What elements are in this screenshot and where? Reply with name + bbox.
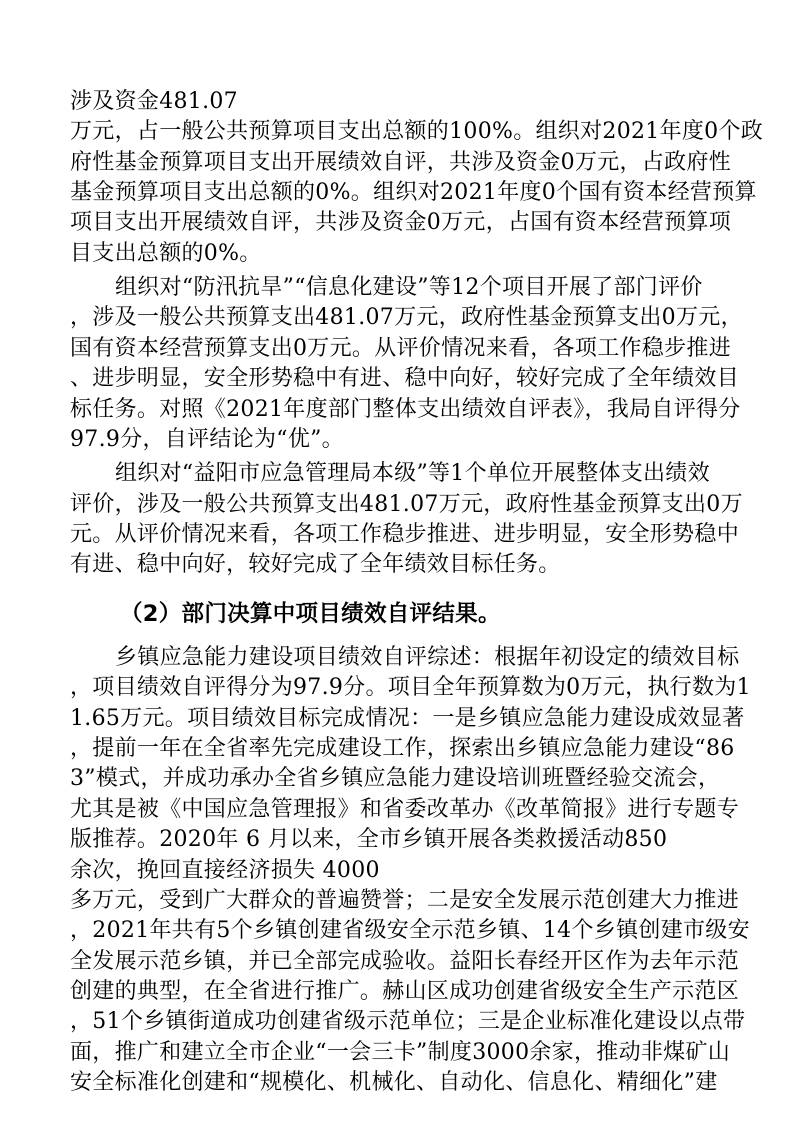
text-line: 版推荐。2020年 6 月以来，全市乡镇开展各类救援活动850 bbox=[70, 827, 668, 852]
text-line: ，项目绩效自评得分为97.9分。项目全年预算数为0万元，执行数为1 bbox=[70, 675, 751, 700]
paragraph-start-line: 组织对“益阳市应急管理局本级”等1个单位开展整体支出绩效 bbox=[115, 461, 710, 486]
text-line: 标任务。对照《2021年度部门整体支出绩效自评表》，我局自评得分 bbox=[70, 397, 741, 422]
text-line: 涉及资金481.07 bbox=[70, 89, 238, 114]
paragraph-start-line: 乡镇应急能力建设项目绩效自评综述：根据年初设定的绩效目标 bbox=[115, 645, 740, 670]
text-line: ，51个乡镇街道成功创建省级示范单位；三是企业标准化建设以点带 bbox=[70, 1009, 746, 1034]
section-heading: （2）部门决算中项目绩效自评结果。 bbox=[120, 601, 501, 627]
text-line: 、进步明显，安全形势稳中有进、稳中向好，较好完成了全年绩效目 bbox=[70, 366, 740, 391]
text-line: 项目支出开展绩效自评，共涉及资金0万元，占国有资本经营预算项 bbox=[70, 210, 731, 235]
text-line: 基金预算项目支出总额的0%。组织对2021年度0个国有资本经营预算 bbox=[70, 180, 757, 205]
text-line: 府性基金预算项目支出开展绩效自评，共涉及资金0万元，占政府性 bbox=[70, 150, 731, 175]
text-line: 余次，挽回直接经济损失 4000 bbox=[70, 858, 380, 883]
text-line: 1.65万元。项目绩效目标完成情况：一是乡镇应急能力建设成效显著 bbox=[70, 706, 745, 731]
text-line: 安全标准化创建和“规模化、机械化、自动化、信息化、精细化”建 bbox=[70, 1070, 718, 1095]
text-line: 元。从评价情况来看，各项工作稳步推进、进步明显，安全形势稳中 bbox=[70, 522, 740, 547]
text-line: 3”模式，并成功承办全省乡镇应急能力建设培训班暨经验交流会， bbox=[70, 766, 721, 791]
text-line: ，提前一年在全省率先完成建设工作，探索出乡镇应急能力建设“86 bbox=[70, 736, 735, 761]
text-line: 创建的典型，在全省进行推广。赫山区成功创建省级安全生产示范区 bbox=[70, 979, 740, 1004]
text-line: 目支出总额的0%。 bbox=[70, 241, 262, 266]
text-line: 多万元，受到广大群众的普遍赞誉；二是安全发展示范创建大力推进 bbox=[70, 888, 740, 913]
text-line: 评价，涉及一般公共预算支出481.07万元，政府性基金预算支出0万 bbox=[70, 492, 743, 517]
text-line: ，涉及一般公共预算支出481.07万元，政府性基金预算支出0万元， bbox=[70, 305, 743, 330]
text-line: 尤其是被《中国应急管理报》和省委改革办《改革简报》进行专题专 bbox=[70, 797, 740, 822]
text-line: ，2021年共有5个乡镇创建省级安全示范乡镇、14个乡镇创建市级安 bbox=[70, 918, 750, 943]
text-line: 全发展示范乡镇，并已全部完成验收。益阳长春经开区作为去年示范 bbox=[70, 949, 740, 974]
text-line: 万元，占一般公共预算项目支出总额的100%。组织对2021年度0个政 bbox=[70, 119, 764, 144]
text-line: 面，推广和建立全市企业“一会三卡”制度3000余家，推动非煤矿山 bbox=[70, 1040, 731, 1065]
text-line: 国有资本经营预算支出0万元。从评价情况来看，各项工作稳步推进 bbox=[70, 336, 731, 361]
text-line: 97.9分，自评结论为“优”。 bbox=[70, 427, 344, 452]
paragraph-start-line: 组织对“防汛抗旱”“信息化建设”等12个项目开展了部门评价 bbox=[115, 275, 703, 300]
text-line: 有进、稳中向好，较好完成了全年绩效目标任务。 bbox=[70, 552, 561, 577]
